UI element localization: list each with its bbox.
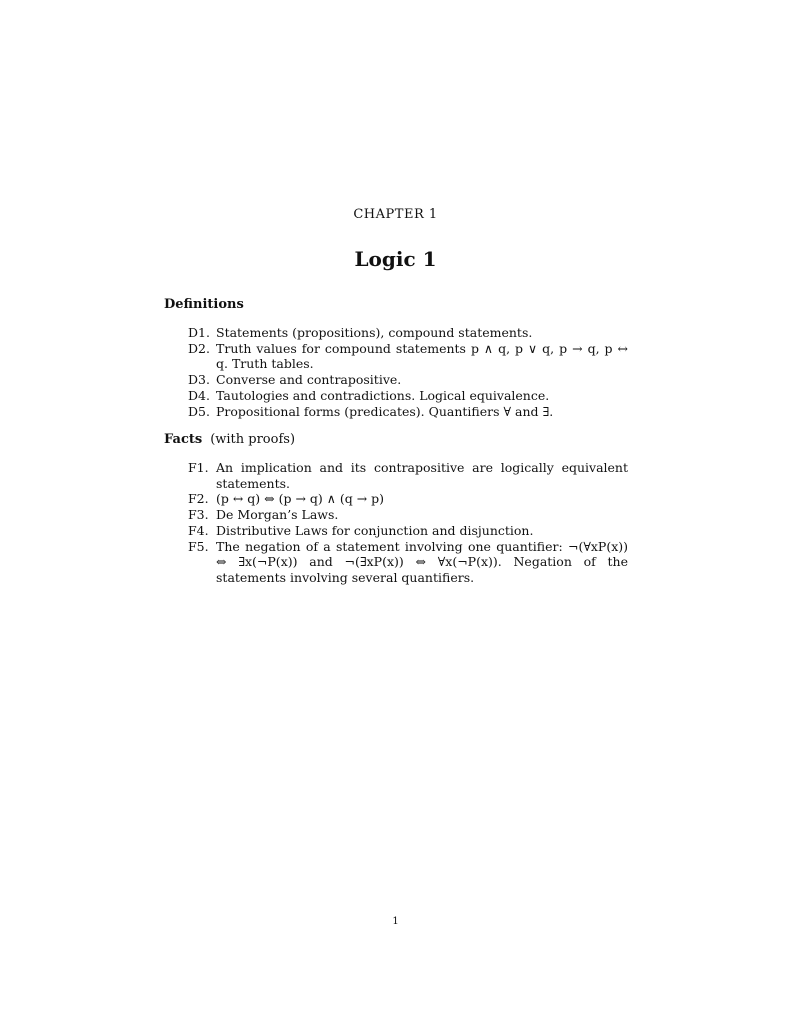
fact-text: (p ↔ q) ⇔ (p → q) ∧ (q → p) [216,491,385,507]
definition-text: Statements (propositions), compound statements. [216,325,533,340]
fact-item [188,507,628,523]
fact-number: F5. [188,538,209,554]
fact-item [188,460,628,491]
fact-number: F2. [188,491,209,507]
fact-number: F1. [188,460,209,475]
definition-number: D3. [188,372,210,388]
fact-text: An implication and its contrapositive are logically equivalent statements. [216,460,628,491]
facts-heading [164,432,295,447]
definitions-list [188,325,628,419]
chapter-label: CHAPTER 1 [353,207,438,222]
fact-text: Distributive Laws for conjunction and disjunction. [216,522,534,538]
definition-item [188,388,628,404]
fact-number: F3. [188,507,209,523]
facts-heading-text: Facts [164,432,203,447]
definitions-heading-text: Definitions [164,297,244,312]
definition-text: Converse and contrapositive. [216,372,402,388]
fact-item [188,523,628,539]
definition-item [188,341,628,372]
definition-text: Tautologies and contradictions. Logical equivalence. [216,387,550,403]
definition-text: Propositional forms (predicates). Quantifiers ∀ and ∃. [216,403,554,419]
fact-item [188,539,628,586]
facts-heading-note: (with proofs) [210,432,296,447]
definition-number: D1. [188,325,210,340]
page-number: 1 [392,916,399,927]
definition-item [188,372,628,388]
fact-text: The negation of a statement involving one quantifier: ¬(∀xP(x)) ⇔ ∃x(¬P(x)) and ¬(∃xP(x)) ⇔ ∀x(¬P(x)). Negation of the statements involving several quantifiers. [216,538,628,585]
chapter-title: Logic 1 [354,247,437,271]
definition-item [188,404,628,420]
definition-item [188,325,628,341]
definitions-heading [164,297,244,312]
definition-number: D5. [188,403,210,419]
fact-item [188,491,628,507]
fact-text: De Morgan’s Laws. [216,507,339,523]
facts-list [188,460,628,586]
definition-number: D4. [188,387,210,403]
fact-number: F4. [188,522,209,538]
definition-number: D2. [188,340,210,356]
definition-text: Truth values for compound statements p ∧ q, p ∨ q, p → q, p ↔ q. Truth tables. [216,340,628,372]
